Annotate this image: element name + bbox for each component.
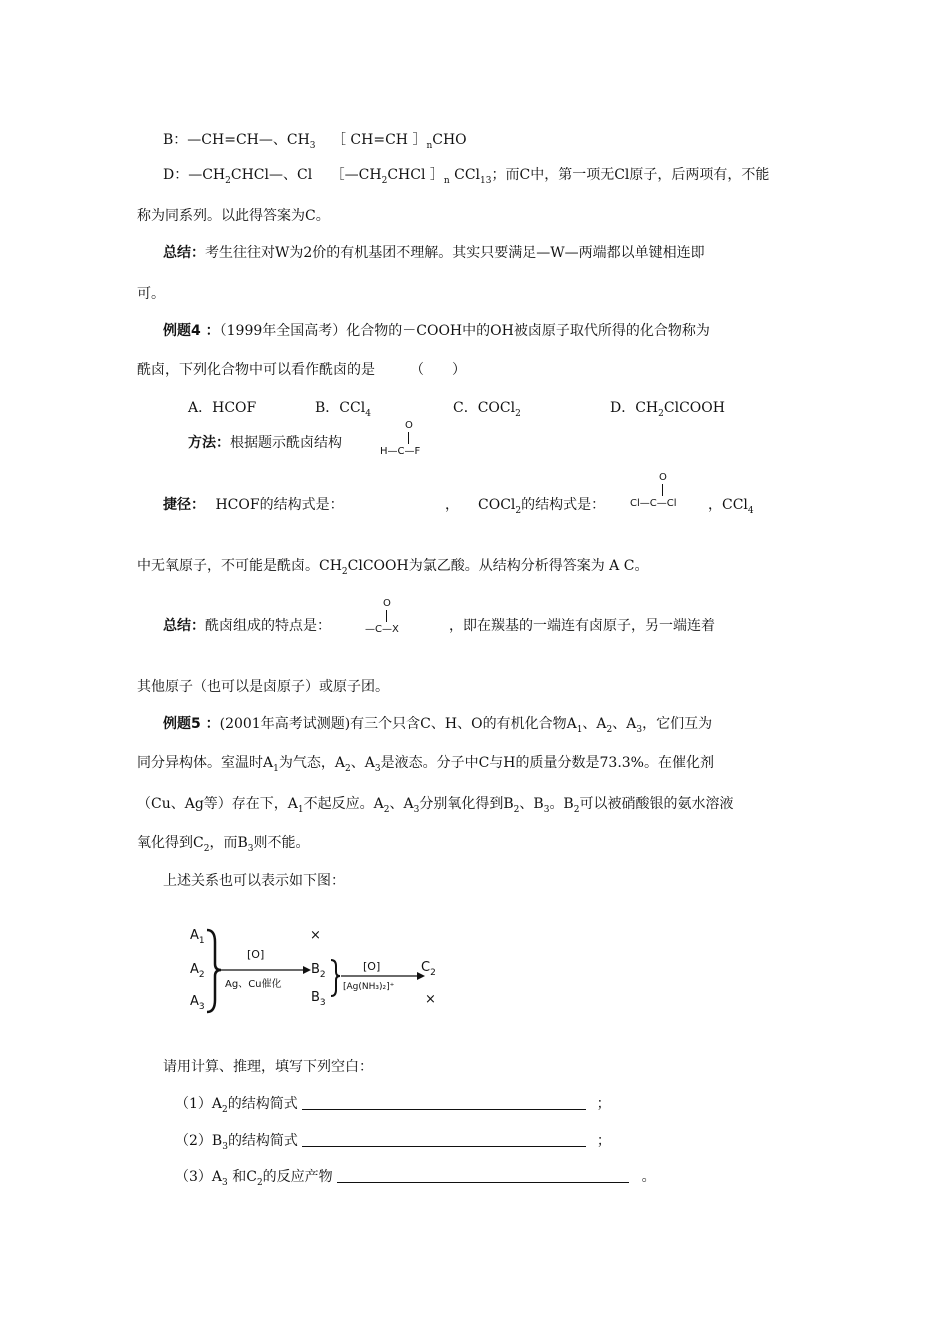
summary-paragraph-cont: 可。 [137,286,165,302]
example-5-line4: 氧化得到$C_2$，而$B_3$则不能。 [137,835,310,854]
option-b-series: B：—CH=CH—、$CH_3$ ［ CH=CH $]_nCHO$ [163,132,467,151]
question-3: $(3)A_3$ 和$C_2$的反应产物 。 [175,1169,656,1188]
method-line: 方法：根据题示酰卤结构 [188,435,342,451]
example-5-line2: 同分异构体。室温时$A_1$为气态，$A_2$、$A_3$是液态。分子中C与H的质量分数是73.3%。在催化剂 [137,755,714,774]
example-5-line3: （Cu、Ag等）存在下，$A_1$不起反应。$A_2$、$A_3$分别氧化得到$B_2$、$B_3$。$B_2$可以被硝酸银的氨水溶液 [137,796,734,815]
acyl-summary-end: 其他原子（也可以是卤原子）或原子团。 [137,679,389,695]
shortcut-line: 捷径： HCOF的结构式是： [163,497,344,513]
shortcut-conclusion: 中无氧原子，不可能是酰卤。$CH_2ClCOOH$为氯乙酸。从结构分析得答案为 A C。 [137,558,649,577]
option-b: B．CCl$_4$ [315,400,371,419]
example-5-heading: 例题5 ：(2001年高考试测题)有三个只含C、H、O的有机化合物$A_1$、$A_2$、$A_3$，它们互为 [163,716,713,735]
example-5-diagram-intro: 上述关系也可以表示如下图： [163,873,345,889]
question-1: $(1)A_2$的结构简式 ； [175,1096,611,1115]
cocl2-text: COCl$_2$的结构式是： [478,497,606,516]
shortcut-comma: ， [445,497,459,513]
example-4-heading: 例题4 ：（1999年全国高考）化合物的－COOH中的OH被卤原子取代所得的化合物称为 [163,323,710,339]
reaction-diagram: $A_1$ $A_2$ $A_3$ [O] Ag、Cu催化 × $B_2$ $B_3$ [O] [Ag(NH₃)₂]⁺ $C_2$ × [185,920,455,1020]
option-a: A．HCOF [188,400,257,416]
option-d-conclusion: 称为同系列。以此得答案为C。 [137,208,330,224]
option-d-series: D：$—CH_2CHCl—$、Cl $[—CH_2CHCl$ $]_n$ CCl$_{13}$；而C中，第一项无Cl原子，后两项有，不能 [163,167,770,186]
answer-blank-3[interactable] [337,1168,629,1183]
acyl-summary: 总结：酰卤组成的特点是： [163,618,331,634]
ccl4-text: ，CCl$_4$ [708,497,754,516]
questions-intro: 请用计算、推理，填写下列空白： [163,1059,373,1075]
summary-paragraph: 总结：考生往往对W为2价的有机基团不理解。其实只要满足—W—两端都以单键相连即 [163,245,705,261]
acyl-summary-cont: ，即在羰基的一端连有卤原子，另一端连着 [449,618,715,634]
question-2: $(2)B_3$的结构简式 ； [175,1133,611,1152]
option-d: D．$CH_2ClCOOH$ [610,400,725,419]
example-4-question: 酰卤，下列化合物中可以看作酰卤的是 （ ） [137,362,466,378]
answer-blank-1[interactable] [302,1095,586,1110]
answer-blank-2[interactable] [302,1132,586,1147]
option-c: C．COCl$_2$ [453,400,521,419]
